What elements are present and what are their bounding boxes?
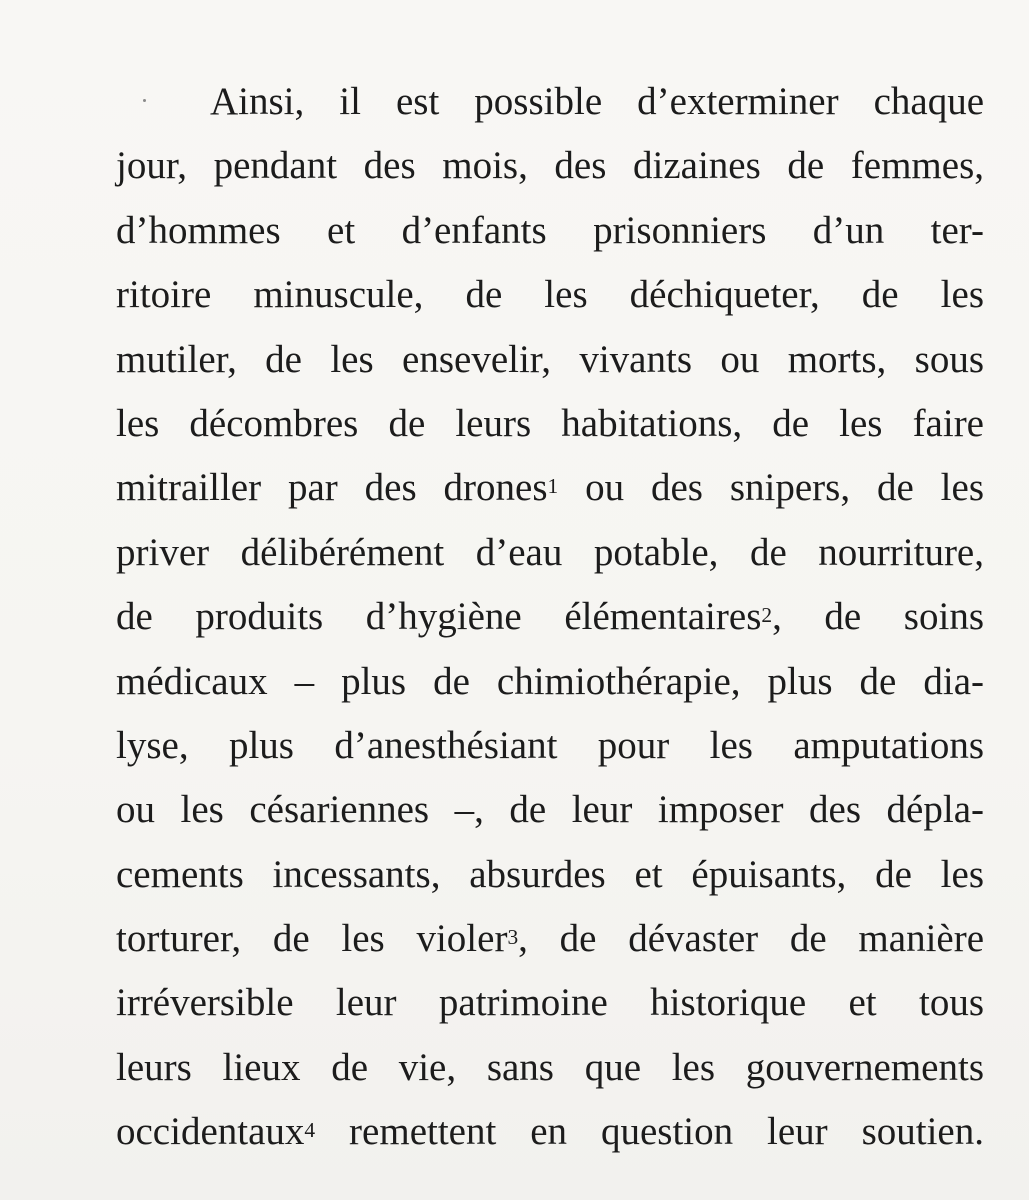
paragraph bbox=[116, 70, 984, 1165]
text-line-10: médicaux – plus de chimiothérapie, plus de dia- bbox=[116, 659, 984, 703]
text-line-7: mitrailler par des drones$^1$ ou des snipers, de les bbox=[116, 466, 984, 510]
text-line-17: occidentaux$^4$ remettent en question leur soutien. bbox=[116, 1110, 984, 1154]
text-line-6: les décombres de leurs habitations, de les faire bbox=[116, 401, 984, 445]
text-line-9: de produits d’hygiène élémentaires$^2$, de soins bbox=[116, 595, 984, 639]
footnote-ref-1: 1 bbox=[547, 473, 559, 498]
text-line-13: cements incessants, absurdes et épuisants, de les bbox=[116, 852, 984, 896]
text-line-8: priver délibérément d’eau potable, de nourriture, bbox=[116, 530, 984, 574]
text-line-12: ou les césariennes –, de leur imposer des dépla- bbox=[116, 788, 984, 832]
text-line-14: torturer, de les violer$^3$, de dévaster de manière bbox=[116, 917, 985, 961]
footnote-ref-2: 2 bbox=[761, 602, 773, 627]
text-line-4: ritoire minuscule, de les déchiqueter, de les bbox=[116, 273, 984, 317]
footnote-ref-4: 4 bbox=[304, 1117, 316, 1142]
footnote-ref-3: 3 bbox=[507, 924, 519, 949]
text-line-2: jour, pendant des mois, des dizaines de femmes, bbox=[116, 144, 984, 188]
text-line-11: lyse, plus d’anesthésiant pour les amputations bbox=[116, 723, 984, 767]
text-line-1: Ainsi, il est possible d’exterminer chaque bbox=[210, 80, 984, 123]
text-line-3: d’hommes et d’enfants prisonniers d’un ter- bbox=[116, 208, 984, 252]
text-line-5: mutiler, de les ensevelir, vivants ou morts, sous bbox=[116, 337, 984, 381]
text-line-16: leurs lieux de vie, sans que les gouvernements bbox=[116, 1045, 984, 1089]
text-line-15: irréversible leur patrimoine historique et tous bbox=[116, 981, 984, 1025]
